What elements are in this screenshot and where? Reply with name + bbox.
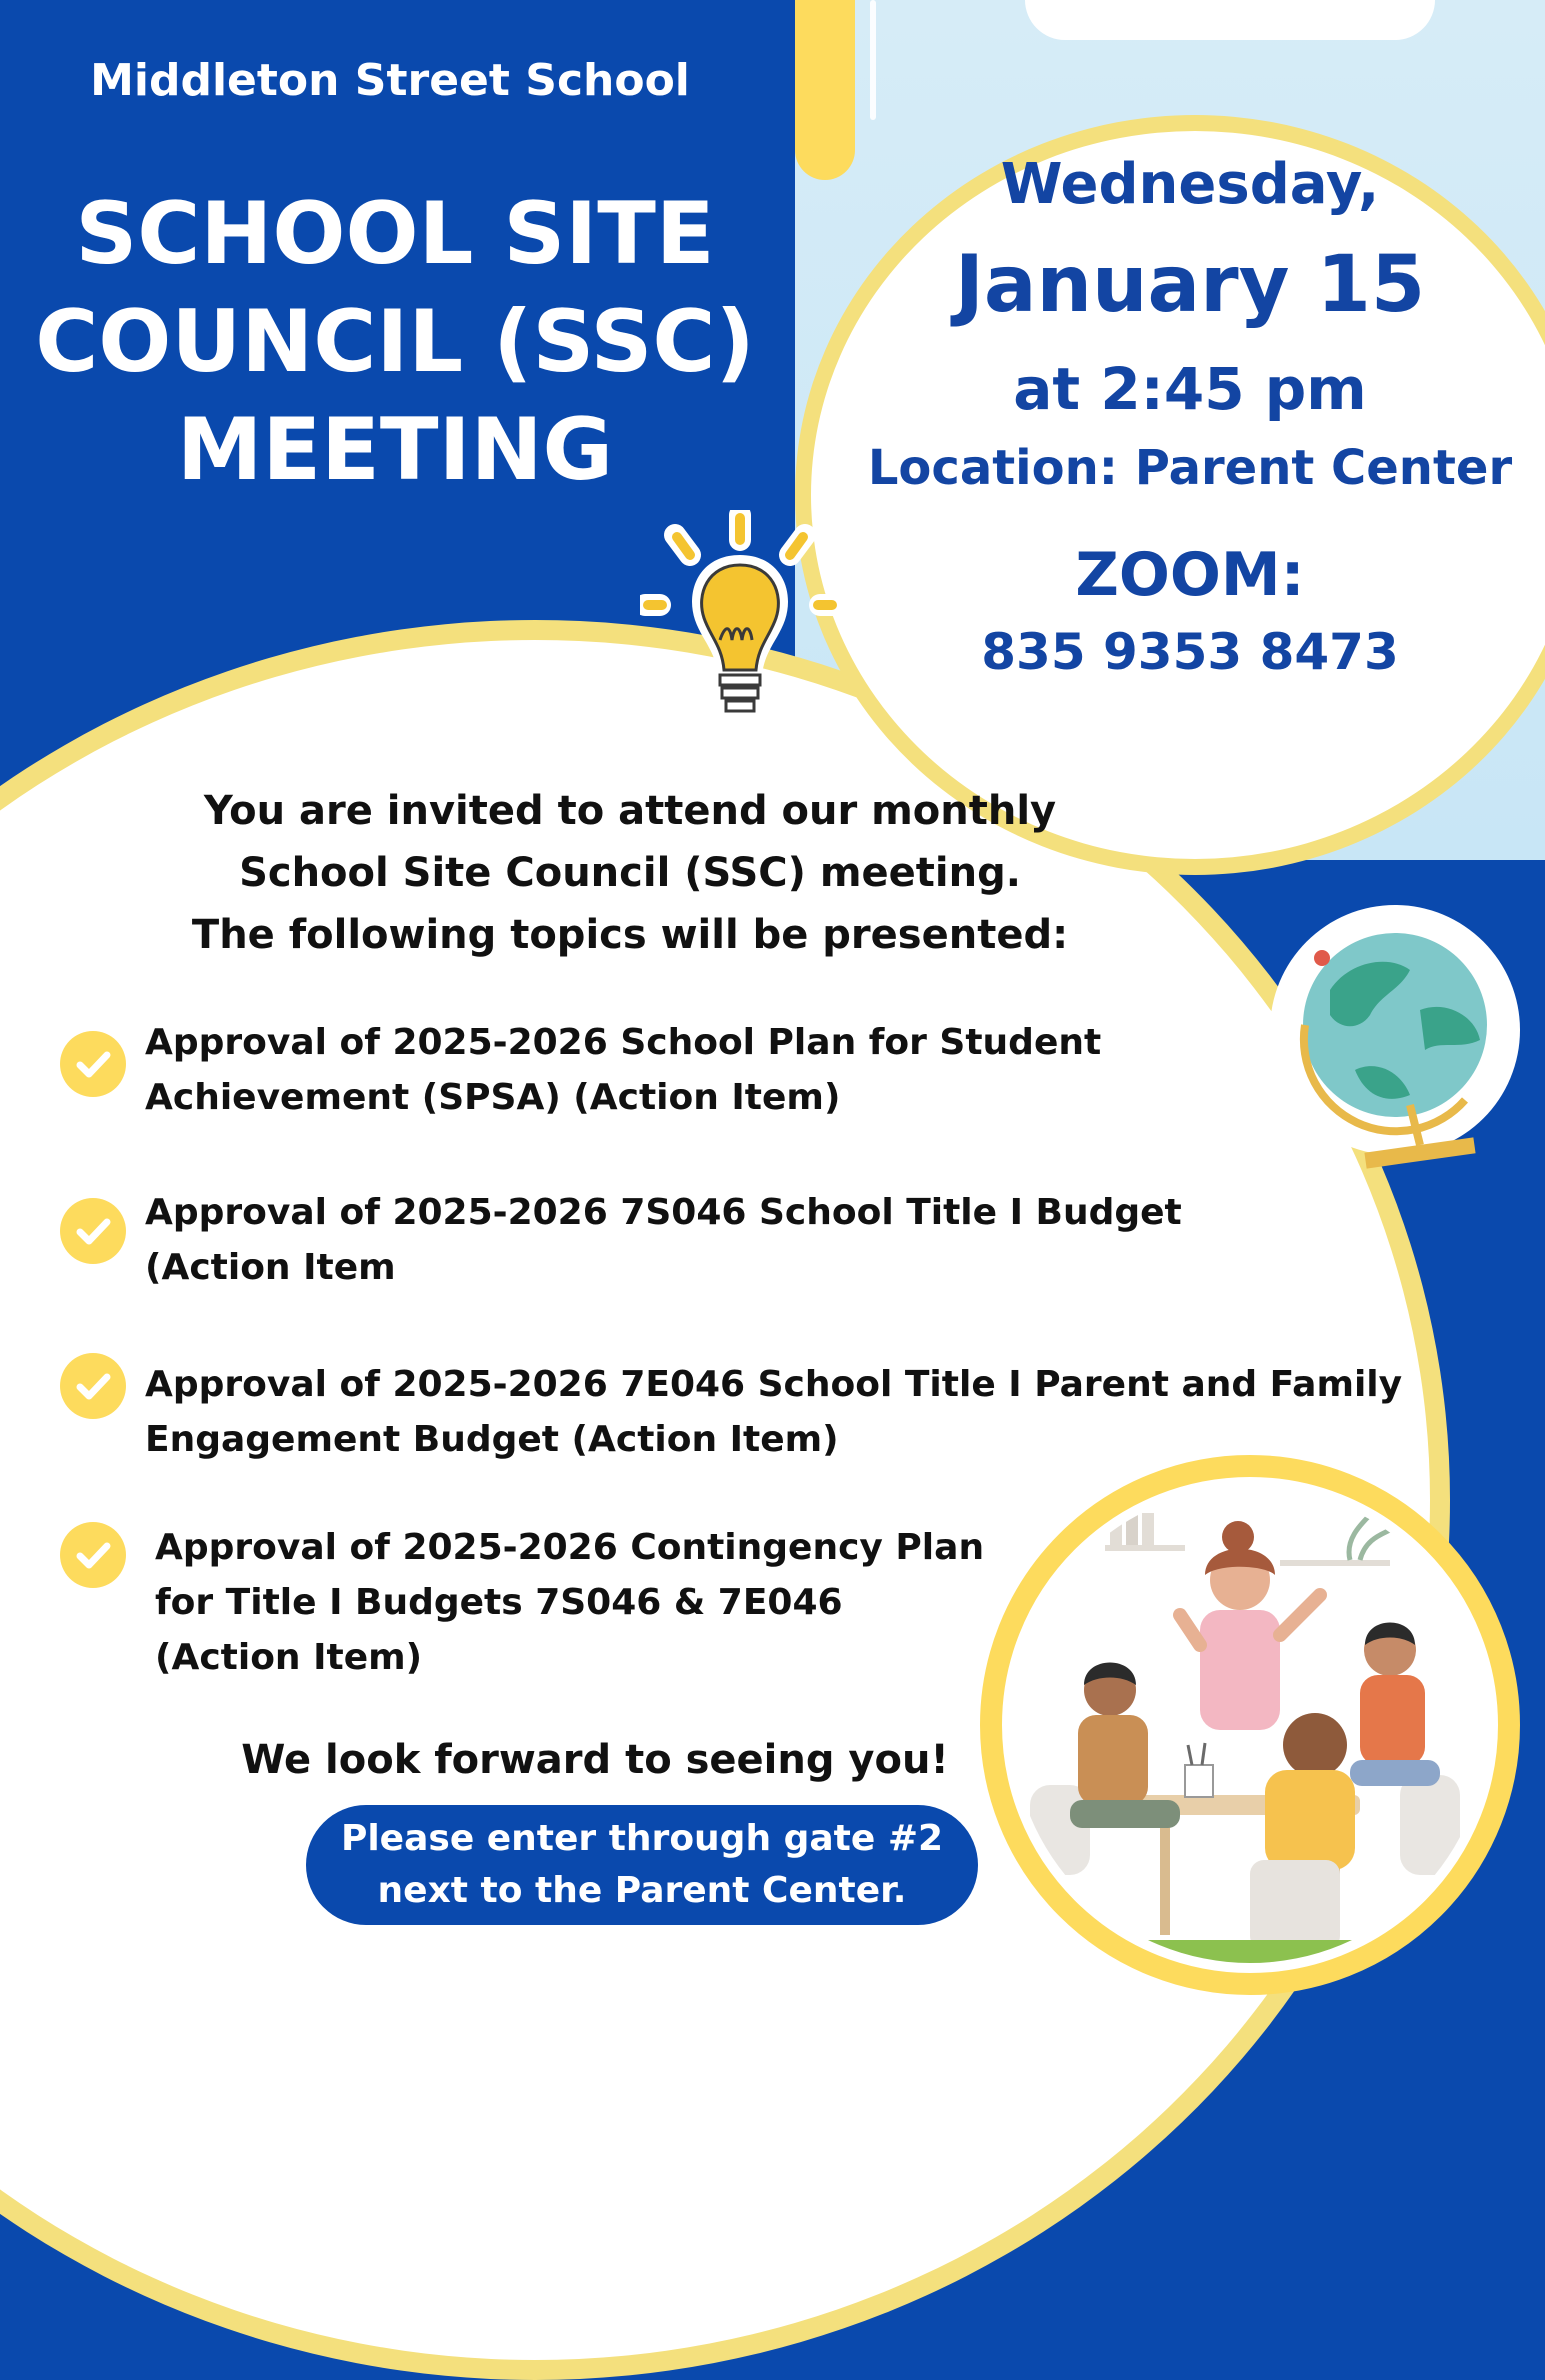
title-line-2: COUNCIL (SSC) [35,292,755,392]
zoom-meeting-id: 835 9353 8473 [981,623,1399,681]
invitation-line-1: You are invited to attend our monthly [203,788,1057,834]
topic-item: Approval of 2025-2026 Contingency Plan for Title I Budgets 7S046 & 7E046 (Action Item) [155,1527,985,1678]
zoom-label: ZOOM: [1075,540,1305,610]
school-name: Middleton Street School [90,55,690,106]
globe-icon [1260,900,1530,1200]
invitation-text [150,780,1110,966]
event-date: January 15 [954,240,1426,330]
cloud-shape [1025,0,1435,40]
classroom-illustration [1010,1485,1490,1965]
closing-text: We look forward to seeing you! [241,1737,949,1783]
topic-item: Approval of 2025-2026 7E046 School Title I Parent and Family Engagement Budget (Action Item) [145,1364,1403,1460]
invitation-line-2: School Site Council (SSC) meeting. [239,850,1021,896]
invitation-line-3: The following topics will be presented: [191,912,1069,958]
gate-notice-text: Please enter through gate #2 next to the Parent Center. [340,1818,944,1911]
topic-item: Approval of 2025-2026 7S046 School Title I Budget (Action Item [145,1192,1182,1288]
event-time: at 2:45 pm [1013,355,1367,423]
white-stripe-line [870,0,876,120]
check-icon [60,1031,126,1097]
check-icon [60,1522,126,1588]
title-line-3: MEETING [176,400,614,500]
page-title [20,180,770,504]
title-line-1: SCHOOL SITE [75,184,715,284]
check-icon [60,1353,126,1419]
event-location: Location: Parent Center [867,440,1513,496]
event-weekday: Wednesday, [1000,152,1380,217]
yellow-stripe [795,0,855,180]
lightbulb-icon [640,510,840,740]
check-icon [60,1198,126,1264]
topic-item: Approval of 2025-2026 School Plan for Student Achievement (SPSA) (Action Item) [145,1022,1102,1118]
